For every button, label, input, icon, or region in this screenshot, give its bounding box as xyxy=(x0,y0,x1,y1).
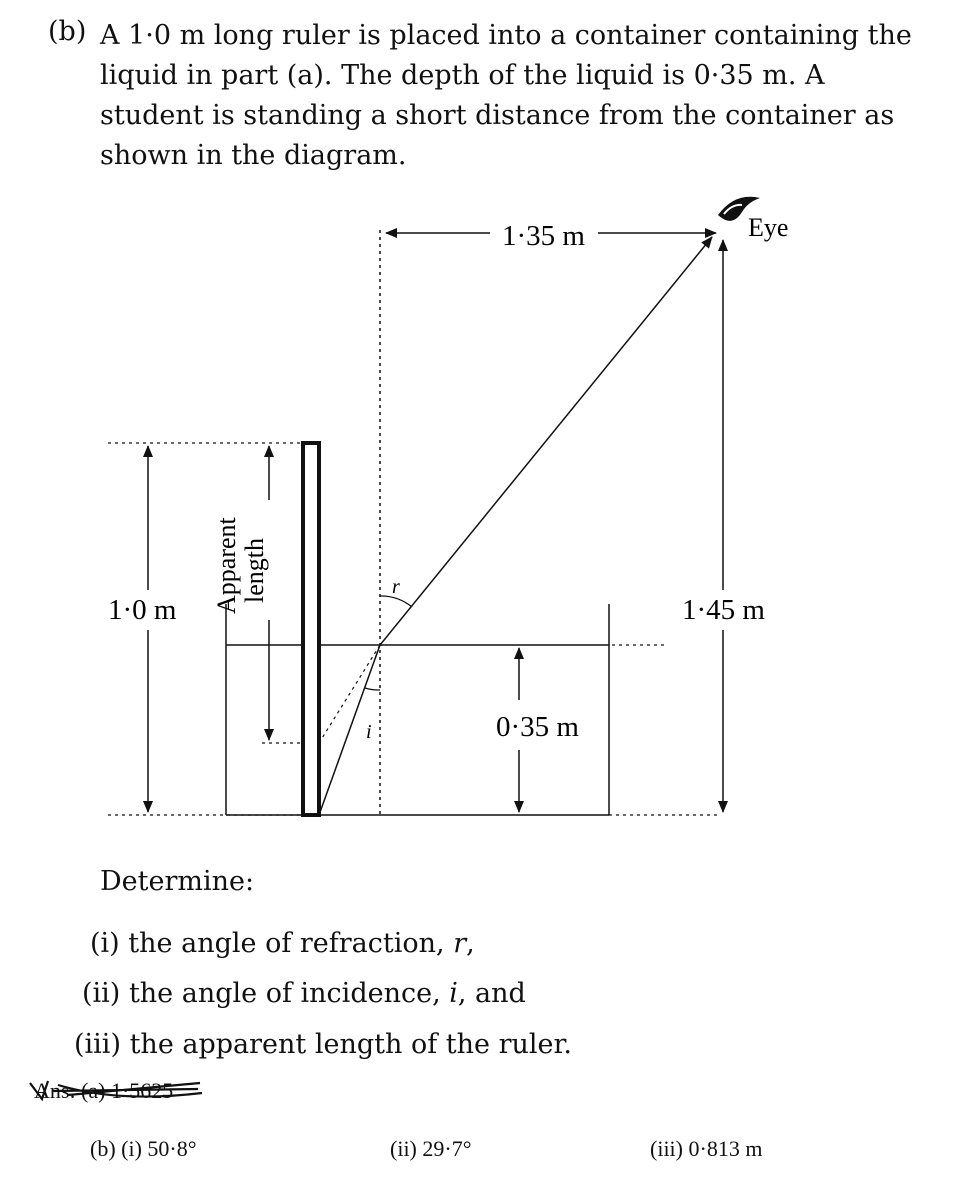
refracted-ray xyxy=(380,237,712,645)
part-i-text: the angle of refraction, xyxy=(128,928,454,959)
angle-i-label: i xyxy=(366,721,372,743)
part-ii-num: (ii) xyxy=(82,978,121,1009)
part-i xyxy=(90,928,475,959)
eye-height-label: 1·45 m xyxy=(682,594,765,626)
angle-i-arc xyxy=(365,688,380,690)
apparent-length-text-2: length xyxy=(240,538,269,603)
part-iii-num: (iii) xyxy=(74,1029,121,1060)
part-i-tail: , xyxy=(466,928,475,959)
part-iii xyxy=(74,1029,572,1060)
question-label: (b) xyxy=(48,16,87,47)
container xyxy=(226,604,609,815)
part-iii-text: the apparent length of the ruler. xyxy=(129,1029,573,1060)
part-ii-var: i xyxy=(449,978,458,1009)
crossed-out-note: Ans: (a) 1·5625 xyxy=(34,1078,174,1103)
angle-r-label: r xyxy=(392,576,400,598)
ruler xyxy=(303,443,319,815)
distance-label: 1·35 m xyxy=(502,220,585,252)
strike-through-scribble xyxy=(28,1077,208,1103)
part-ii xyxy=(82,978,526,1009)
question-text: A 1·0 m long ruler is placed into a container containing the liquid in part (a). The depth of the liquid is 0·35 m. A student is standing a short distance from the container as shown in the diagram. xyxy=(100,20,912,171)
part-ii-text: the angle of incidence, xyxy=(128,978,450,1009)
ruler-length-label: 1·0 m xyxy=(108,594,177,626)
part-i-var: r xyxy=(453,928,467,959)
answer-b-iii: (iii) 0·813 m xyxy=(650,1136,763,1161)
eye-label: Eye xyxy=(748,213,789,242)
part-ii-tail: , and xyxy=(457,978,526,1009)
depth-label: 0·35 m xyxy=(496,711,579,743)
determine-heading: Determine: xyxy=(100,866,255,897)
answer-b-ii: (ii) 29·7° xyxy=(390,1136,472,1161)
apparent-length-text-1: Apparent xyxy=(212,517,241,614)
answer-b-i: (b) (i) 50·8° xyxy=(90,1136,197,1161)
part-i-num: (i) xyxy=(90,928,120,959)
